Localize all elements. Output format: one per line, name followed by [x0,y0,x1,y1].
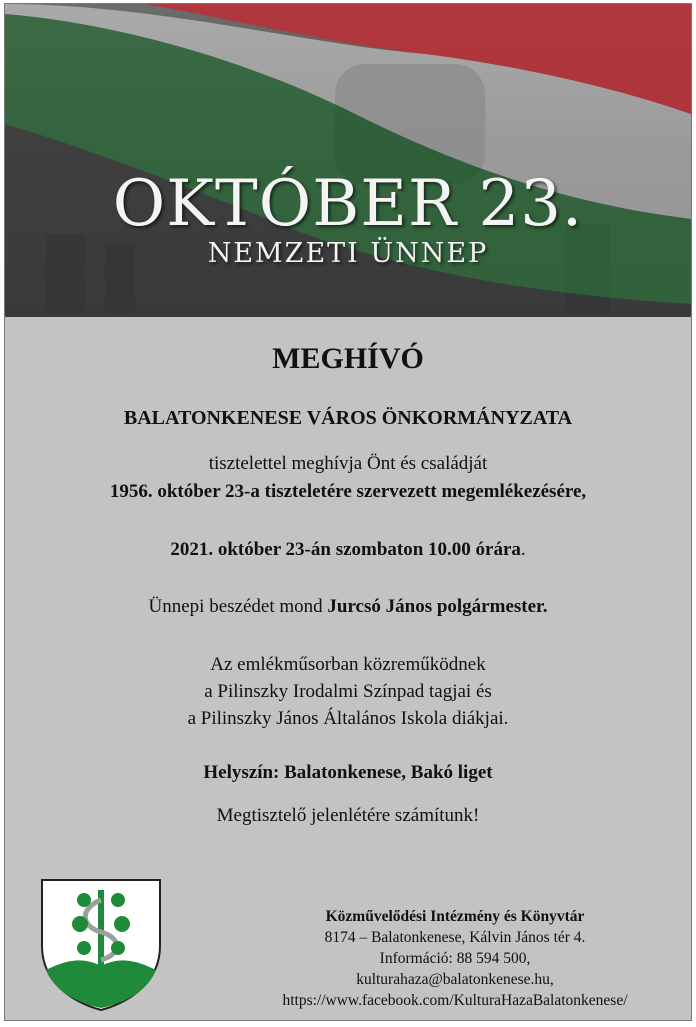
facebook-link[interactable]: https://www.facebook.com/KulturaHazaBalatonkenese/ [282,992,628,1009]
banner-headline: OKTÓBER 23. [112,167,584,241]
event-date-end: . [520,539,526,560]
phone: Információ: 88 594 500, [379,950,531,967]
contact-block [245,906,665,1011]
invitation-page [4,3,692,1021]
organizer: BALATONKENESE VÁROS ÖNKORMÁNYZATA [123,407,573,429]
closing-line: Megtisztelő jelenlétére számítunk! [216,805,480,826]
location: Helyszín: Balatonkenese, Bakó liget [203,762,493,783]
program-line: a Pilinszky János Általános Iskola diákjai. [187,708,509,729]
speaker-name: Jurcsó János polgármester. [327,596,548,617]
speech-prefix: Ünnepi beszédet mond [148,596,328,617]
invite-line-1: tisztelettel meghívja Önt és családját [208,453,488,474]
program-line: a Pilinszky Irodalmi Színpad tagjai és [204,681,492,702]
address: 8174 – Balatonkenese, Kálvin János tér 4. [324,929,586,946]
invitation-title: MEGHÍVÓ [272,342,424,375]
program-line: Az emlékműsorban közreműködnek [210,654,486,675]
institution-name: Közművelődési Intézmény és Könyvtár [325,908,585,925]
header-banner [5,4,691,317]
invite-line-2: 1956. október 23-a tiszteletére szervezett megemlékezésére, [109,481,587,502]
town-crest-icon [40,878,162,1017]
speech-line [5,596,691,618]
flag-photo-illustration [5,4,691,317]
event-date-bold: 2021. október 23-án szombaton 10.00 órára [170,539,521,560]
email-link[interactable]: kulturahaza@balatonkenese.hu, [356,971,554,988]
event-date [5,539,691,561]
banner-subheadline: NEMZETI ÜNNEP [207,238,489,269]
